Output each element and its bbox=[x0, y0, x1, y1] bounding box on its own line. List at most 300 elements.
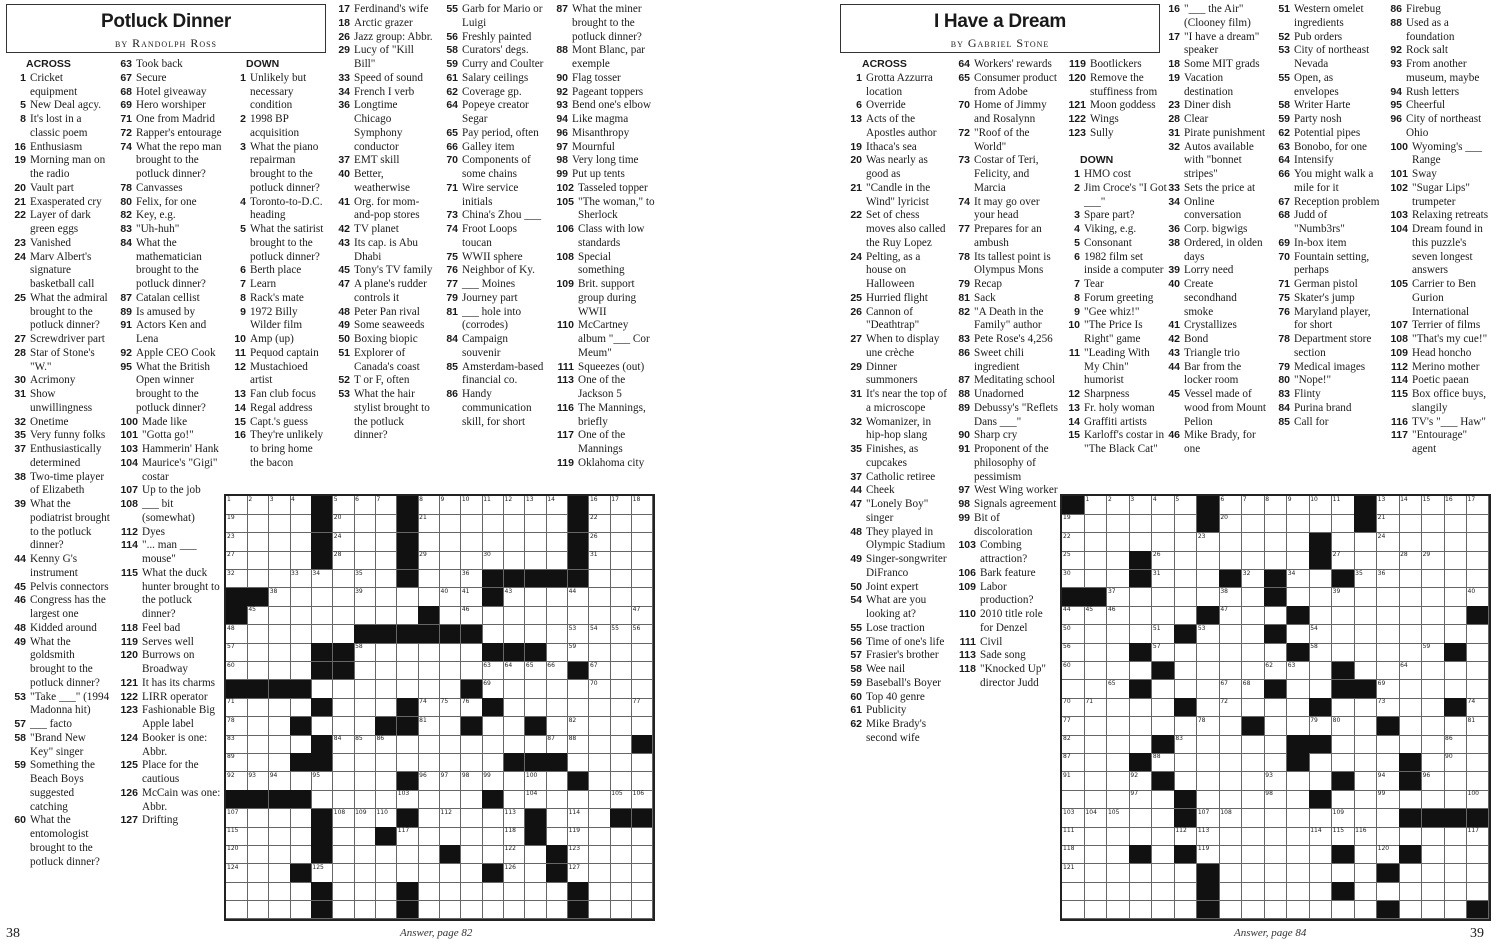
grid-cell bbox=[1377, 496, 1400, 515]
clue-text: WWII sphere bbox=[462, 250, 523, 263]
grid-cell bbox=[1219, 790, 1242, 809]
grid-cell bbox=[226, 901, 248, 920]
grid-cell bbox=[1287, 882, 1310, 901]
grid-cell bbox=[269, 662, 291, 681]
grid-cell bbox=[546, 551, 568, 570]
clue bbox=[546, 251, 658, 279]
clue-number: 92 bbox=[1390, 44, 1402, 57]
grid-cell bbox=[269, 735, 291, 754]
cell-number: 105 bbox=[611, 790, 623, 798]
grid-cell bbox=[610, 606, 632, 625]
grid-cell bbox=[589, 606, 611, 625]
clue bbox=[840, 581, 948, 595]
grid-cell bbox=[1399, 827, 1422, 846]
clue bbox=[1158, 333, 1268, 347]
black-square bbox=[568, 570, 590, 589]
grid-cell bbox=[1332, 588, 1355, 607]
cell-number: 65 bbox=[525, 661, 534, 669]
grid-cell bbox=[1152, 717, 1175, 736]
clue-number: 8 bbox=[20, 113, 26, 125]
clue-number: 84 bbox=[120, 236, 132, 249]
clue bbox=[1158, 99, 1268, 113]
clue bbox=[110, 636, 224, 650]
puzzle-byline: by Gabriel Stone bbox=[950, 36, 1050, 50]
clue-text: Proponent of the philosophy of pessimism bbox=[974, 443, 1049, 483]
grid-cell bbox=[1174, 753, 1197, 772]
clue-text: You might walk a mile for it bbox=[1294, 168, 1374, 194]
grid-cell bbox=[632, 680, 654, 699]
clue bbox=[1380, 209, 1494, 223]
grid-cell bbox=[525, 790, 547, 809]
grid-cell bbox=[226, 514, 248, 533]
clue-text: Used as a foundation bbox=[1406, 16, 1455, 43]
clue bbox=[948, 388, 1058, 402]
clue-text: Pay period, often bbox=[462, 126, 539, 139]
grid-cell bbox=[1354, 735, 1377, 754]
clue-number: 66 bbox=[446, 140, 458, 153]
grid-cell bbox=[354, 717, 376, 736]
grid-cell bbox=[1084, 772, 1107, 791]
grid-cell bbox=[1174, 662, 1197, 681]
cell-number: 71 bbox=[1085, 698, 1094, 706]
clue-number: 78 bbox=[958, 250, 970, 263]
black-square bbox=[1332, 772, 1355, 791]
black-square bbox=[504, 643, 526, 662]
grid-cell bbox=[333, 753, 355, 772]
clue bbox=[1058, 99, 1168, 113]
grid-cell bbox=[1107, 772, 1130, 791]
grid-cell bbox=[354, 662, 376, 681]
grid-cell bbox=[568, 643, 590, 662]
grid-cell bbox=[1107, 625, 1130, 644]
grid-cell bbox=[1129, 735, 1152, 754]
black-square bbox=[1332, 662, 1355, 681]
clue-text: A plane's rudder controls it bbox=[354, 278, 427, 304]
grid-cell bbox=[1174, 570, 1197, 589]
clue-number: 108 bbox=[120, 498, 138, 510]
grid-cell bbox=[226, 753, 248, 772]
grid-cell bbox=[568, 753, 590, 772]
clue bbox=[1380, 388, 1494, 416]
grid-cell bbox=[1399, 680, 1422, 699]
grid-cell bbox=[1422, 643, 1445, 662]
grid-cell bbox=[1399, 662, 1422, 681]
clue-text: Screwdriver part bbox=[30, 333, 105, 345]
grid-cell bbox=[1377, 625, 1400, 644]
clue-text: Clear bbox=[1184, 113, 1209, 125]
grid-cell bbox=[525, 901, 547, 920]
grid-cell bbox=[354, 809, 376, 828]
cell-number: 75 bbox=[440, 698, 449, 706]
grid-cell bbox=[1422, 901, 1445, 920]
cell-number: 114 bbox=[568, 808, 581, 816]
grid-cell bbox=[1219, 643, 1242, 662]
clue-number: 53 bbox=[1278, 44, 1290, 57]
clue-number: 16 bbox=[14, 140, 26, 153]
grid-cell bbox=[290, 625, 312, 644]
clue bbox=[840, 594, 948, 622]
clue-number: 45 bbox=[338, 264, 350, 277]
clue-number: 115 bbox=[1391, 388, 1408, 400]
clue bbox=[4, 443, 110, 471]
black-square bbox=[546, 845, 568, 864]
grid-cell bbox=[1062, 753, 1085, 772]
clue-text: "Entourage" agent bbox=[1412, 429, 1468, 455]
grid-cell bbox=[1332, 864, 1355, 883]
grid-cell bbox=[589, 698, 611, 717]
clue-text: Unlikely but necessary condition bbox=[250, 71, 307, 112]
clue-number: 76 bbox=[1278, 305, 1290, 318]
grid-cell bbox=[397, 735, 419, 754]
clue-number: 79 bbox=[1278, 360, 1290, 373]
grid-cell bbox=[1264, 827, 1287, 846]
grid-cell bbox=[311, 680, 333, 699]
clue-text: "A Death in the Family" author bbox=[974, 305, 1044, 332]
clue-number: 101 bbox=[1390, 168, 1408, 180]
clue bbox=[224, 429, 328, 470]
grid-cell bbox=[290, 772, 312, 791]
grid-cell bbox=[1309, 901, 1332, 920]
clue bbox=[546, 402, 658, 430]
clue bbox=[436, 58, 546, 72]
grid-cell bbox=[525, 496, 547, 515]
clue-text: Cheerful bbox=[1406, 99, 1446, 112]
clue-number: 97 bbox=[556, 140, 568, 153]
grid-cell bbox=[1354, 570, 1377, 589]
grid-cell bbox=[1377, 514, 1400, 533]
clue-text: Onetime bbox=[30, 415, 69, 428]
grid-cell bbox=[1354, 864, 1377, 883]
cell-number: 115 bbox=[1332, 827, 1345, 835]
clue-number: 6 bbox=[240, 264, 246, 277]
grid-cell bbox=[1107, 901, 1130, 920]
clue-text: Lose traction bbox=[866, 621, 925, 634]
crossword-grid bbox=[1060, 494, 1491, 921]
clue-text: Pete Rose's 4,256 bbox=[974, 333, 1053, 345]
grid-cell bbox=[418, 680, 440, 699]
clue-text: TV's "___ Haw" bbox=[1412, 415, 1486, 428]
clue-text: Squeezes (out) bbox=[578, 360, 645, 373]
grid-cell bbox=[1152, 845, 1175, 864]
clue bbox=[948, 278, 1058, 292]
grid-cell bbox=[354, 864, 376, 883]
black-square bbox=[1174, 790, 1197, 809]
grid-cell bbox=[482, 882, 504, 901]
clue-text: Is amused by bbox=[136, 305, 196, 318]
grid-cell bbox=[546, 643, 568, 662]
black-square bbox=[1399, 809, 1422, 828]
clue-text: What the miner brought to the potluck dinner? bbox=[572, 3, 642, 43]
clue-text: Berth place bbox=[250, 264, 302, 277]
grid-cell bbox=[247, 827, 269, 846]
clue bbox=[4, 636, 110, 691]
grid-cell bbox=[610, 514, 632, 533]
black-square bbox=[1197, 864, 1220, 883]
cell-number: 14 bbox=[1400, 496, 1408, 503]
clue-number: 36 bbox=[1168, 223, 1180, 235]
cell-number: 77 bbox=[1063, 716, 1071, 724]
grid-cell bbox=[632, 662, 654, 681]
grid-cell bbox=[1084, 680, 1107, 699]
clue-text: ___ hole into (corrodes) bbox=[462, 305, 522, 332]
grid-cell bbox=[525, 698, 547, 717]
clue-text: Class with low standards bbox=[578, 223, 645, 249]
clue-number: 117 bbox=[557, 429, 574, 442]
grid-cell bbox=[1377, 698, 1400, 717]
clue-number: 47 bbox=[850, 498, 862, 510]
clue-number: 77 bbox=[958, 223, 970, 235]
clue bbox=[110, 127, 224, 141]
grid-cell bbox=[589, 533, 611, 552]
grid-cell bbox=[1354, 643, 1377, 662]
black-square bbox=[397, 901, 419, 920]
cell-number: 98 bbox=[1265, 790, 1273, 798]
clue bbox=[1380, 182, 1494, 210]
clue-column bbox=[1158, 3, 1268, 457]
black-square bbox=[290, 790, 312, 809]
clue bbox=[4, 292, 110, 333]
grid-cell bbox=[589, 864, 611, 883]
clue-number: 123 bbox=[120, 704, 138, 717]
grid-cell bbox=[1332, 496, 1355, 515]
cell-number: 114 bbox=[1310, 827, 1322, 835]
clue bbox=[436, 306, 546, 334]
black-square bbox=[1129, 845, 1152, 864]
grid-cell bbox=[1354, 588, 1377, 607]
clue bbox=[948, 196, 1058, 224]
clue bbox=[1268, 416, 1380, 430]
clue-number: 99 bbox=[958, 511, 970, 524]
cell-number: 4 bbox=[291, 496, 295, 503]
grid-cell bbox=[1084, 901, 1107, 920]
clue bbox=[328, 278, 436, 306]
clue-number: 119 bbox=[1069, 58, 1086, 70]
clue-text: Mike Brady, for one bbox=[1184, 429, 1256, 455]
puzzle-byline: by Randolph Ross bbox=[114, 36, 218, 50]
grid-cell bbox=[418, 698, 440, 717]
clue bbox=[1058, 292, 1168, 306]
grid-cell bbox=[1107, 514, 1130, 533]
grid-cell bbox=[1287, 625, 1310, 644]
clue bbox=[4, 141, 110, 155]
grid-cell bbox=[610, 533, 632, 552]
clue bbox=[948, 58, 1058, 72]
clue-number: 126 bbox=[120, 786, 138, 799]
grid-cell bbox=[226, 570, 248, 589]
clue-number: 12 bbox=[234, 360, 246, 373]
clue bbox=[948, 539, 1058, 567]
grid-cell bbox=[269, 551, 291, 570]
grid-cell bbox=[1107, 680, 1130, 699]
grid-cell bbox=[525, 864, 547, 883]
grid-cell bbox=[269, 772, 291, 791]
grid-cell bbox=[1197, 845, 1220, 864]
clue bbox=[110, 649, 224, 677]
clue-number: 97 bbox=[958, 484, 970, 497]
grid-cell bbox=[269, 625, 291, 644]
clue-text: Place for the cautious bbox=[142, 759, 199, 785]
grid-cell bbox=[1219, 496, 1242, 515]
cell-number: 54 bbox=[589, 624, 598, 632]
grid-cell bbox=[247, 496, 269, 515]
grid-cell bbox=[1287, 680, 1310, 699]
grid-cell bbox=[1444, 901, 1467, 920]
cell-number: 113 bbox=[504, 808, 516, 816]
clue-number: 58 bbox=[850, 663, 862, 675]
black-square bbox=[290, 680, 312, 699]
black-square bbox=[247, 588, 269, 607]
clue bbox=[224, 306, 328, 334]
clue bbox=[546, 72, 658, 86]
grid-cell bbox=[1084, 845, 1107, 864]
cell-number: 120 bbox=[227, 845, 239, 853]
clue-text: Learn bbox=[250, 278, 277, 290]
clue bbox=[224, 292, 328, 306]
clue bbox=[436, 209, 546, 223]
clue-text: Box office buys, slangily bbox=[1412, 388, 1487, 414]
clue-text: Hurried flight bbox=[866, 291, 928, 304]
grid-cell bbox=[1062, 606, 1085, 625]
cell-number: 15 bbox=[1422, 496, 1431, 503]
grid-cell bbox=[1287, 864, 1310, 883]
cell-number: 100 bbox=[525, 771, 538, 779]
clue bbox=[1268, 278, 1380, 292]
grid-cell bbox=[1219, 625, 1242, 644]
clue bbox=[1058, 223, 1168, 237]
grid-cell bbox=[1264, 790, 1287, 809]
clue-text: Cricket equipment bbox=[30, 71, 78, 98]
grid-cell bbox=[418, 735, 440, 754]
clue bbox=[546, 278, 658, 319]
black-square bbox=[290, 717, 312, 736]
clue bbox=[1158, 429, 1268, 457]
clue bbox=[436, 44, 546, 58]
grid-cell bbox=[269, 901, 291, 920]
clue-number: 26 bbox=[850, 305, 862, 318]
clue-number: 70 bbox=[958, 99, 970, 112]
cell-number: 115 bbox=[227, 827, 239, 835]
clue-text: "Gee whiz!" bbox=[1084, 305, 1140, 318]
clue bbox=[224, 223, 328, 264]
clue-text: Sweet chili ingredient bbox=[974, 346, 1025, 373]
black-square bbox=[1377, 901, 1400, 920]
clue-text: Workers' rewards bbox=[974, 58, 1052, 70]
clue-text: Enthusiasm bbox=[30, 140, 83, 153]
clue-text: Rock salt bbox=[1406, 44, 1448, 57]
clue-number: 99 bbox=[556, 168, 568, 180]
clue-number: 72 bbox=[120, 126, 132, 139]
clue-number: 71 bbox=[120, 113, 132, 125]
clue-text: Amp (up) bbox=[250, 333, 294, 345]
clue-number: 114 bbox=[121, 539, 138, 552]
grid-cell bbox=[1467, 588, 1490, 607]
clue-text: Womanizer, in hip-hop slang bbox=[866, 415, 932, 442]
grid-cell bbox=[1152, 882, 1175, 901]
clue-text: When to display une crèche bbox=[866, 333, 940, 359]
grid-cell bbox=[1377, 643, 1400, 662]
clue-number: 109 bbox=[1390, 346, 1408, 359]
grid-cell bbox=[1287, 551, 1310, 570]
grid-cell bbox=[632, 864, 654, 883]
black-square bbox=[1399, 845, 1422, 864]
grid-cell bbox=[1129, 827, 1152, 846]
clue-number: 100 bbox=[1390, 140, 1408, 153]
cell-number: 79 bbox=[1310, 716, 1318, 724]
clue-number: 82 bbox=[958, 305, 970, 318]
clue-column bbox=[110, 58, 224, 828]
grid-cell bbox=[354, 827, 376, 846]
grid-cell bbox=[1084, 514, 1107, 533]
puzzle-title-box bbox=[6, 4, 326, 53]
grid-cell bbox=[375, 570, 397, 589]
clue bbox=[110, 691, 224, 705]
grid-cell bbox=[1264, 901, 1287, 920]
grid-cell bbox=[568, 698, 590, 717]
clue-text: Viking, e.g. bbox=[1084, 223, 1137, 235]
black-square bbox=[568, 551, 590, 570]
clue-number: 115 bbox=[121, 566, 138, 579]
clue-text: Galley item bbox=[462, 140, 515, 153]
grid-cell bbox=[504, 845, 526, 864]
clue-text: Signals agreement bbox=[974, 498, 1057, 510]
clue-number: 34 bbox=[338, 85, 350, 98]
cell-number: 127 bbox=[568, 863, 581, 871]
clue bbox=[4, 196, 110, 210]
black-square bbox=[375, 827, 397, 846]
clue-text: "Take ___" (1994 Madonna hit) bbox=[30, 690, 110, 717]
clue bbox=[1158, 388, 1268, 429]
grid-cell bbox=[1444, 680, 1467, 699]
clue bbox=[1158, 319, 1268, 333]
clue-text: Components of some chains bbox=[462, 154, 531, 180]
clue-text: Home of Jimmy and Rosalynn bbox=[974, 99, 1047, 125]
cell-number: 3 bbox=[1130, 496, 1135, 503]
clue bbox=[4, 416, 110, 430]
grid-cell bbox=[1377, 551, 1400, 570]
grid-cell bbox=[290, 698, 312, 717]
clue-text: Curry and Coulter bbox=[462, 58, 544, 70]
grid-cell bbox=[1444, 735, 1467, 754]
clue-number: 118 bbox=[959, 663, 976, 675]
grid-cell bbox=[1354, 772, 1377, 791]
clue-text: City of northeast Nevada bbox=[1294, 44, 1370, 70]
clue bbox=[4, 718, 110, 732]
clue-number: 87 bbox=[958, 374, 970, 387]
grid-cell bbox=[1219, 901, 1242, 920]
clue-number: 112 bbox=[1391, 360, 1408, 373]
cell-number: 64 bbox=[1400, 661, 1408, 669]
grid-cell bbox=[333, 496, 355, 515]
clue-text: Carrier to Ben Gurion International bbox=[1412, 278, 1476, 318]
grid-cell bbox=[1152, 496, 1175, 515]
grid-cell bbox=[1354, 662, 1377, 681]
cell-number: 73 bbox=[1377, 698, 1386, 706]
clue-number: 116 bbox=[1391, 415, 1408, 428]
clue-number: 124 bbox=[120, 731, 138, 744]
clue bbox=[840, 718, 948, 746]
clue-number: 72 bbox=[958, 126, 970, 139]
grid-cell bbox=[311, 625, 333, 644]
grid-cell bbox=[589, 643, 611, 662]
grid-cell bbox=[1467, 735, 1490, 754]
clue bbox=[546, 3, 658, 44]
black-square bbox=[1129, 753, 1152, 772]
clue bbox=[1268, 196, 1380, 210]
clue-text: Call for bbox=[1294, 415, 1329, 428]
clue bbox=[1268, 237, 1380, 251]
clue-number: 117 bbox=[1391, 429, 1408, 442]
clue bbox=[1158, 58, 1268, 72]
